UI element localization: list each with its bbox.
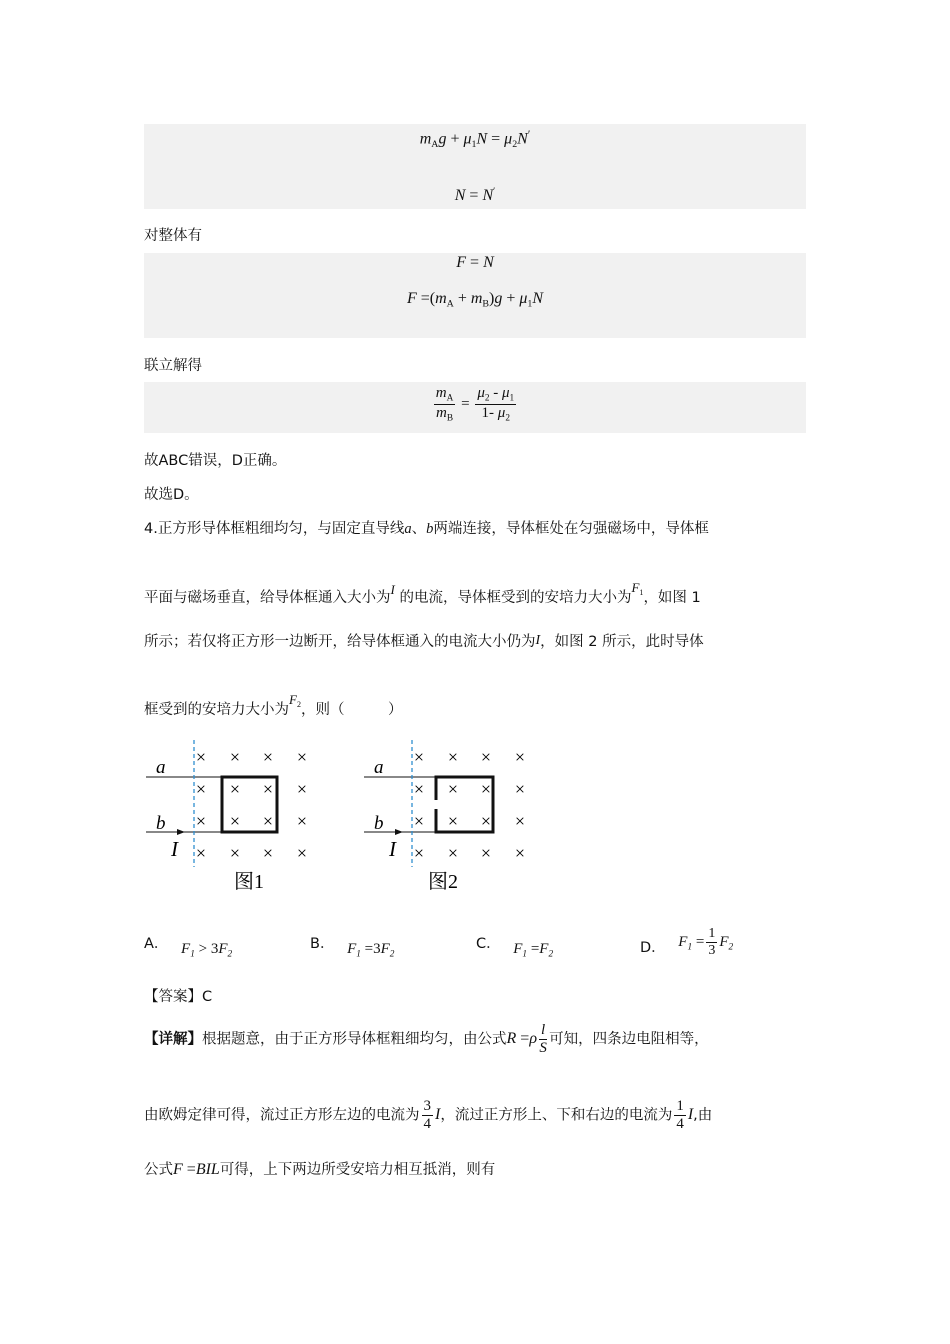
label-current: I (389, 837, 396, 861)
figure-2-caption: 图2 (428, 871, 458, 893)
text-choose-d: 故选D。 (144, 487, 199, 503)
label-current: I (171, 837, 178, 861)
answer-line: 【答案】C (144, 989, 213, 1005)
fraction-mass: $\frac{m_A}{m_B}$ (435, 385, 454, 424)
svg-text:×: × (296, 779, 308, 799)
text-solve: 联立解得 (144, 358, 202, 374)
svg-text:×: × (296, 843, 308, 863)
svg-text:×: × (195, 843, 207, 863)
option-a[interactable]: A． $F_1 > 3F_2$ (144, 936, 233, 960)
equation-block-1 (144, 124, 806, 209)
svg-text:×: × (447, 779, 459, 799)
svg-text:×: × (514, 811, 526, 831)
svg-text:×: × (447, 843, 459, 863)
label-a: a (374, 757, 384, 778)
svg-text:×: × (229, 811, 241, 831)
svg-text:×: × (262, 747, 274, 767)
detail-line-3: 公式F =BIL可得，上下两边所受安培力相互抵消，则有 (144, 1161, 496, 1178)
equation-mass-ratio: $\frac{m_A}{m_B}$ = $\frac{\mu_2 - \mu_1}{1- \mu_2}$ (435, 385, 515, 424)
svg-text:×: × (262, 811, 274, 831)
detail-line-1: 【详解】根据题意，由于正方形导体框粗细均匀，由公式R =ρ $\frac{l}{S}$ 可知，四条边电阻相等， (144, 1022, 709, 1057)
question-line-2: 平面与磁场垂直，给导体框通入大小为I 的电流，导体框受到的安培力大小为$F_1$，如图 1 (144, 580, 701, 606)
question-line-1: 4.正方形导体框粗细均匀，与固定直导线a、b两端连接，导体框处在匀强磁场中，导体框 (144, 521, 709, 537)
magnetic-field-crosses (414, 747, 525, 863)
figure-2 (364, 740, 525, 893)
equation-force-balance: $m_Ag + \mu_1N = \mu_2N'$ (419, 129, 531, 151)
text-conclusion: 故ABC错误，D正确。 (144, 453, 287, 469)
equation-block-3 (144, 382, 806, 433)
question-line-4: 框受到的安培力大小为$F_2$，则（ ） (144, 692, 403, 718)
svg-text:×: × (480, 811, 492, 831)
svg-text:×: × (296, 811, 308, 831)
svg-text:×: × (262, 779, 274, 799)
svg-text:×: × (195, 747, 207, 767)
svg-text:×: × (480, 843, 492, 863)
magnetic-field-crosses (196, 747, 307, 863)
svg-text:×: × (480, 779, 492, 799)
option-b[interactable]: B． $F_1 =3F_2$ (310, 936, 395, 960)
svg-text:×: × (480, 747, 492, 767)
svg-text:×: × (296, 747, 308, 767)
option-d[interactable]: D． $F_1$ = $\frac{1}{3}$ $F_2$ (640, 926, 734, 959)
svg-text:×: × (514, 843, 526, 863)
svg-text:×: × (447, 811, 459, 831)
label-b: b (156, 813, 166, 834)
svg-text:×: × (447, 747, 459, 767)
option-c[interactable]: C． $F_1 =F_2$ (476, 936, 554, 960)
label-b: b (374, 813, 384, 834)
svg-text:×: × (413, 811, 425, 831)
svg-text:×: × (195, 779, 207, 799)
svg-text:×: × (229, 843, 241, 863)
figure-1 (146, 740, 307, 893)
svg-text:×: × (514, 747, 526, 767)
svg-text:×: × (262, 843, 274, 863)
equation-normal-equal: N = N′ (454, 186, 496, 204)
equation-block-2 (144, 253, 806, 338)
equation-f-equals-n: F = N (456, 254, 494, 271)
label-a: a (156, 757, 166, 778)
svg-text:×: × (514, 779, 526, 799)
figures (140, 735, 540, 895)
question-line-3: 所示；若仅将正方形一边断开，给导体框通入的电流大小仍为I，如图 2 所示，此时导体 (144, 633, 704, 650)
svg-text:×: × (413, 843, 425, 863)
fraction-friction: $\frac{\mu_2 - \mu_1}{1- \mu_2}$ (477, 385, 515, 424)
svg-text:×: × (229, 779, 241, 799)
equation-f-total: $F =(m_A + m_B)g + \mu_1N$ (406, 290, 544, 310)
svg-text:×: × (413, 779, 425, 799)
text-whole-system: 对整体有 (144, 228, 202, 244)
detail-line-2: 由欧姆定律可得，流过正方形左边的电流为 $\frac{3}{4}$ I，流过正方形上、下和右边的电流为 $\frac{1}{4}$ I,由 (144, 1098, 713, 1133)
svg-text:×: × (229, 747, 241, 767)
svg-text:×: × (195, 811, 207, 831)
svg-text:×: × (413, 747, 425, 767)
figure-1-caption: 图1 (234, 871, 264, 893)
